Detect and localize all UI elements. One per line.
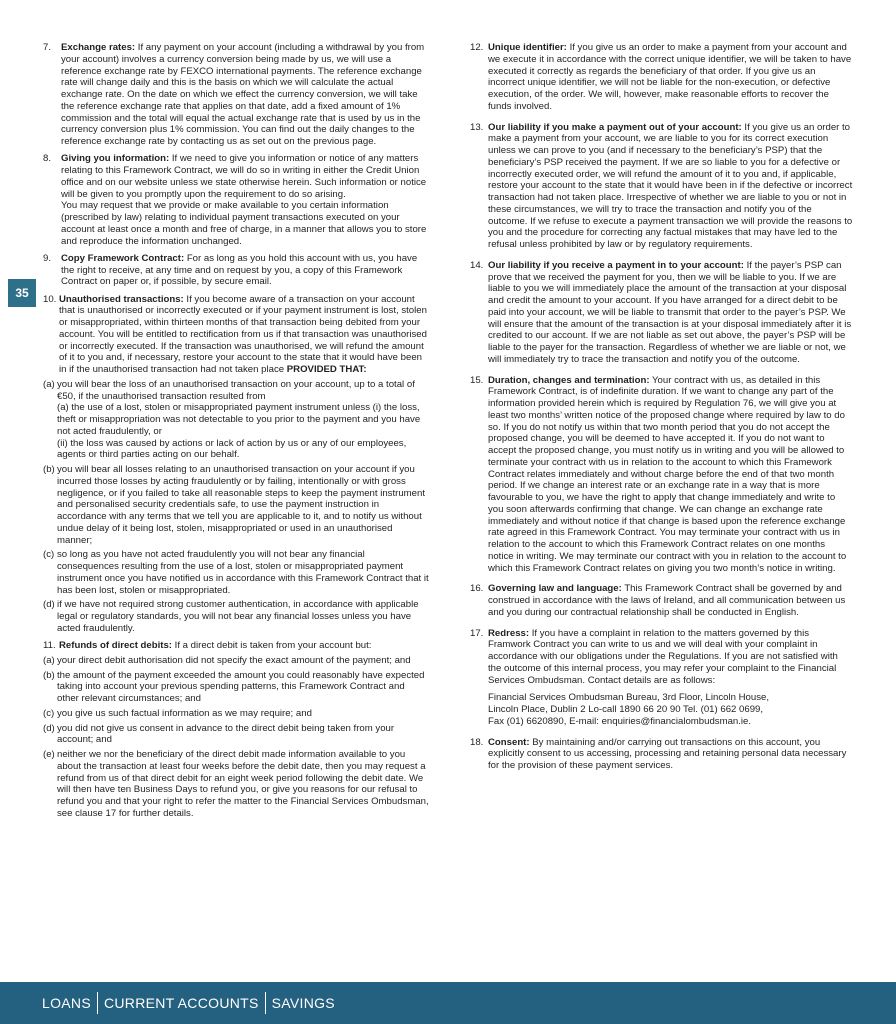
clause-text: For as long as you hold this account with us, you have the right to receive, at any time and on request by you, a copy of this Framework Contract on paper or, if possible, by secure email.: [61, 252, 418, 288]
clause-number: 13.: [470, 121, 484, 133]
footer-bar: [0, 982, 896, 1024]
footer-link-loans[interactable]: LOANS: [42, 995, 91, 1011]
subclause-text: neither we nor the beneficiary of the direct debit made information available to you about the transaction at least four weeks before the debit date, then you may request a refund from us of that direct debit for an eight week period following the debit date. We will then have ten Business Days to refund you, or give you reasons for our refusal to refund you and that your right to refer the matter to the Financial Services Ombudsman, see clause 17 for further details.: [57, 749, 429, 819]
footer-divider: [97, 992, 98, 1014]
subclause-text: your direct debit authorisation did not specify the exact amount of the payment; and: [57, 654, 411, 666]
subclause-letter: (d): [43, 599, 55, 611]
subclause-text: the amount of the payment exceeded the amount you could reasonably have expected taking into account your previous spending patterns, this Framework Contract and other relevant circumstances; and: [57, 669, 425, 704]
subclause-letter: (b): [43, 464, 55, 475]
subclause-a: [43, 379, 429, 461]
left-column: [43, 42, 429, 825]
contact-line-1: Financial Services Ombudsman Bureau, 3rd Floor, Lincoln House,: [488, 692, 770, 704]
footer-link-savings[interactable]: SAVINGS: [271, 995, 335, 1011]
subclause-letter: (c): [43, 549, 55, 561]
clause-10: [43, 294, 429, 635]
subclause-c: [43, 549, 429, 596]
clause-number: 18.: [470, 736, 484, 748]
clause-text: If a direct debit is taken from your account but:: [174, 640, 372, 651]
ombudsman-contact: [488, 692, 853, 727]
subclause-letter: (e): [43, 749, 55, 760]
clause-number: 12.: [470, 42, 484, 53]
right-column: [470, 42, 853, 777]
clause-heading: Governing law and language:: [488, 583, 622, 595]
clause-number: 16.: [470, 583, 484, 595]
subclause-letter: (d): [43, 722, 55, 734]
subclause-b: [43, 670, 429, 705]
subclause-c: [43, 708, 429, 720]
clause-heading: Consent:: [488, 736, 530, 748]
clause-12: [470, 42, 853, 113]
clause-13: [470, 122, 853, 251]
clause-14: [470, 260, 853, 366]
subclause-a: [43, 655, 429, 667]
clause-heading: Our liability if you receive a payment in to your account:: [488, 259, 744, 271]
footer-divider: [265, 992, 266, 1014]
clause-18: [470, 737, 853, 772]
clause-text: If the payer’s PSP can prove that we received the payment for you, then we will be liable to you. If we are liable to you we will immediately place the amount of the transaction at your disposal and credit the amount to your account. If you have arranged for a direct debit to be paid into your account, we will be liable to transmit that order to the payer’s PSP. We will ensure that the amount of the transaction is at your disposal immediately after it is credited to our account. If we are not liable as set out above, the payer’s PSP will be liable to the payer for the transaction. Regardless of whether we are liable or not, we will immediately try to trace the transaction and notify you of the outcome.: [488, 259, 852, 365]
clause-number: 15.: [470, 374, 484, 386]
page-number-tab: 35: [8, 279, 36, 307]
clause-number: 9.: [43, 252, 52, 264]
clause-heading: Duration, changes and termination:: [488, 374, 650, 386]
contact-line-3: Fax (01) 6620890, E-mail: enquiries@financialombudsman.ie.: [488, 715, 752, 727]
clause-16: [470, 583, 853, 618]
clause-7: [43, 42, 429, 148]
clause-text: By maintaining and/or carrying out transactions on this account, you explicitly consent to us accessing, processing and retaining personal data necessary for the provision of these payment services.: [488, 736, 847, 771]
clause-number: 17.: [470, 627, 484, 639]
subclause-letter: (a): [43, 378, 55, 390]
clause-text: This Framework Contract shall be governed by and construed in accordance with the laws of Ireland, and all communication between us and you during our contractual relationship shall be conducted in English.: [488, 583, 846, 618]
subclause-text: you give us such factual information as we may require; and: [57, 707, 312, 719]
subclause-text: so long as you have not acted fraudulently you will not bear any financial consequences resulting from the use of a lost, stolen or misappropriated payment instrument once you have notified us in accordance with this Framework Contract that it has been lost, stolen or misappropriated.: [57, 549, 429, 596]
clause-text: If you give us an order to make a payment from your account and we execute it in accordance with the correct unique identifier, we will be taken to have executed it correctly as regards the beneficiary of that order. If you give us an incorrect unique identifier, we will not be liable for the non-execution, or defective execution, of the order. We will, however, make reasonable efforts to recover the funds involved.: [488, 42, 852, 112]
clause-17: [470, 628, 853, 728]
provided-that: PROVIDED THAT:: [286, 364, 367, 375]
subclause-d: [43, 599, 429, 634]
subclause-text: if we have not required strong customer authentication, in accordance with applicable legal or regulatory standards, you will not bear any financial losses unless you have acted fraudulently.: [57, 599, 419, 634]
clause-heading: Refunds of direct debits:: [59, 640, 172, 651]
subclause-d: [43, 723, 429, 747]
contact-line-2: Lincoln Place, Dublin 2 Lo-call 1890 66 20 90 Tel. (01) 662 0699,: [488, 704, 764, 715]
subclause-e: [43, 749, 429, 820]
clause-8: [43, 153, 429, 247]
clause-heading: Redress:: [488, 627, 530, 639]
clause-11: [43, 640, 429, 820]
clause-number: 8.: [43, 153, 52, 165]
clause-number: 14.: [470, 259, 484, 271]
clause-text: If any payment on your account (including a withdrawal by you from your account) involves a currency conversion being made by us, we will use a reference exchange rate by FEXCO international payments. The reference exchange rate will change daily and this is the basis on which we will calculate the actual exchange rate. On the date on which we effect the currency conversion, we will take the reference exchange rate that applies on that date, add a fixed amount of 1% commission and the total will equal the actual exchange rate that is used by us in the currency conversion plus 1% commission. You can find out the daily changes to the reference exchange rate by contacting us as set out on the previous page.: [61, 42, 425, 147]
clause-heading: Giving you information:: [61, 153, 170, 165]
clause-15: [470, 375, 853, 575]
clause-text: If we need to give you information or notice of any matters relating to this Framework Contract, we will do so in writing in either the Credit Union office and on our website unless we state otherwise herein. Such information or notice will be given to you promptly upon the requirement to do so arising.: [61, 153, 427, 200]
subclause-text-i: (a) the use of a lost, stolen or misappropriated payment instrument unless (i) the loss, theft or misappropriation was not detectable to you prior to the payment and you have not acted fraudulently, or: [57, 402, 421, 437]
clause-heading: Our liability if you make a payment out of your account:: [488, 121, 742, 133]
subclause-letter: (c): [43, 707, 55, 719]
subclause-b: [43, 464, 429, 546]
subclause-text: you will bear all losses relating to an unauthorised transaction on your account if you incurred those losses by acting fraudulently or by failing, intentionally or with gross negligence, or if you failed to take all reasonable steps to keep the payment instrument and personalised security credentials safe, to use the payment instruction in accordance with any terms that we tell you are applicable to it, and to notify us without undue delay of it being lost, stolen, misappropriated or used in an unauthorised manner;: [57, 464, 425, 546]
clause-number: 11.: [43, 640, 56, 651]
footer-link-current-accounts[interactable]: CURRENT ACCOUNTS: [103, 995, 259, 1011]
clause-number: 7.: [43, 42, 52, 53]
subclause-letter: (b): [43, 669, 55, 681]
clause-heading: Copy Framework Contract:: [61, 252, 185, 264]
subclause-text: you will bear the loss of an unauthorised transaction on your account, up to a total of €50, if the unauthorised transaction resulted from: [57, 378, 415, 402]
subclause-text: you did not give us consent in advance to the direct debit being taken from your account; and: [57, 722, 395, 746]
clause-text-2: You may request that we provide or make available to you certain information (prescribed by law) relating to individual payment transactions executed on your account at least once a month and free of charge, in a manner that allows you to store and reproduce the information unchanged.: [61, 200, 427, 247]
clause-text: If you give us an order to make a payment from your account, we are liable to you for its correct execution unless we can prove to you (and if necessary to the beneficiary’s PSP) that the beneficiary’s PSP received the payment. If we are so liable to you for a defective or incorrectly executed order, we will refund the amount of it to you and, if applicable, restore your account to the state that it would have been in if the defective or incorrect transaction had not taken place. Irrespective of whether we are liable to you or not in these circumstances, we will try to trace the transaction and notify you of the outcome. If we refuse to execute a payment transaction we will provide the reasons to you and the procedure for correcting any factual mistakes that may have led to the refusal unless prohibited by law or by regulatory requirements.: [488, 121, 853, 250]
clause-heading: Unique identifier:: [488, 42, 567, 53]
subclause-text-ii: (ii) the loss was caused by actions or lack of action by us or any of our employees, agents or third parties acting on our behalf.: [57, 437, 407, 461]
subclause-letter: (a): [43, 654, 55, 666]
clause-text: Your contract with us, as detailed in this Framework Contract, is of indefinite duration. If we want to change any part of the information provided herein which is required by Regulation 76, we will give you at least two months’ written notice of the proposed change where required by law to do so. If you do not notify us within that two month period that you do not accept the proposed change, you will be deemed to have accepted it. If you do not want to accept the proposed change, you must notify us in writing and you will be allowed to terminate your contract with us in relation to the account to which this Framework Contract relates immediately and without charge before the end of that two month period. If we change an interest rate or an exchange rate in a way that is more favourable to you, we have the right to apply that change immediately and write to you soon afterwards confirming that change. We can change an exchange rate immediately and without notice if that change is based upon the reference exchange rate agreed in this Framework Contract. You may terminate your contract with us in relation to the account to which this Framework Contract relates on one months notice in writing. We may terminate our contract with you in relation to the account to which this Framework Contract relates on giving you two month’s notice in writing.: [488, 374, 847, 574]
clause-heading: Unauthorised transactions:: [59, 293, 184, 305]
clause-heading: Exchange rates:: [61, 42, 136, 53]
clause-number: 10.: [43, 293, 57, 305]
clause-text: If you become aware of a transaction on your account that is unauthorised or incorrectly executed or if your payment instrument is lost, stolen or misappropriated, within thirteen months of that transaction being debited from your account. You will be entitled to rectification from us if that transaction was unauthorised or incorrectly executed. If the transaction was unauthorised, we will refund the amount of it to you and, if necessary, restore your account to the state that it would have been in if the unauthorised transaction had not taken place: [59, 293, 427, 375]
clause-9: [43, 253, 429, 288]
clause-text: If you have a complaint in relation to the matters governed by this Framwork Contract you can write to us and we will deal with your complaint in accordance with our obligations under the Regulations. If you are not satisfied with the outcome of this internal process, you may refer your complaint to the Financial Services Ombudsman. Contact details are as follows:: [488, 627, 838, 686]
